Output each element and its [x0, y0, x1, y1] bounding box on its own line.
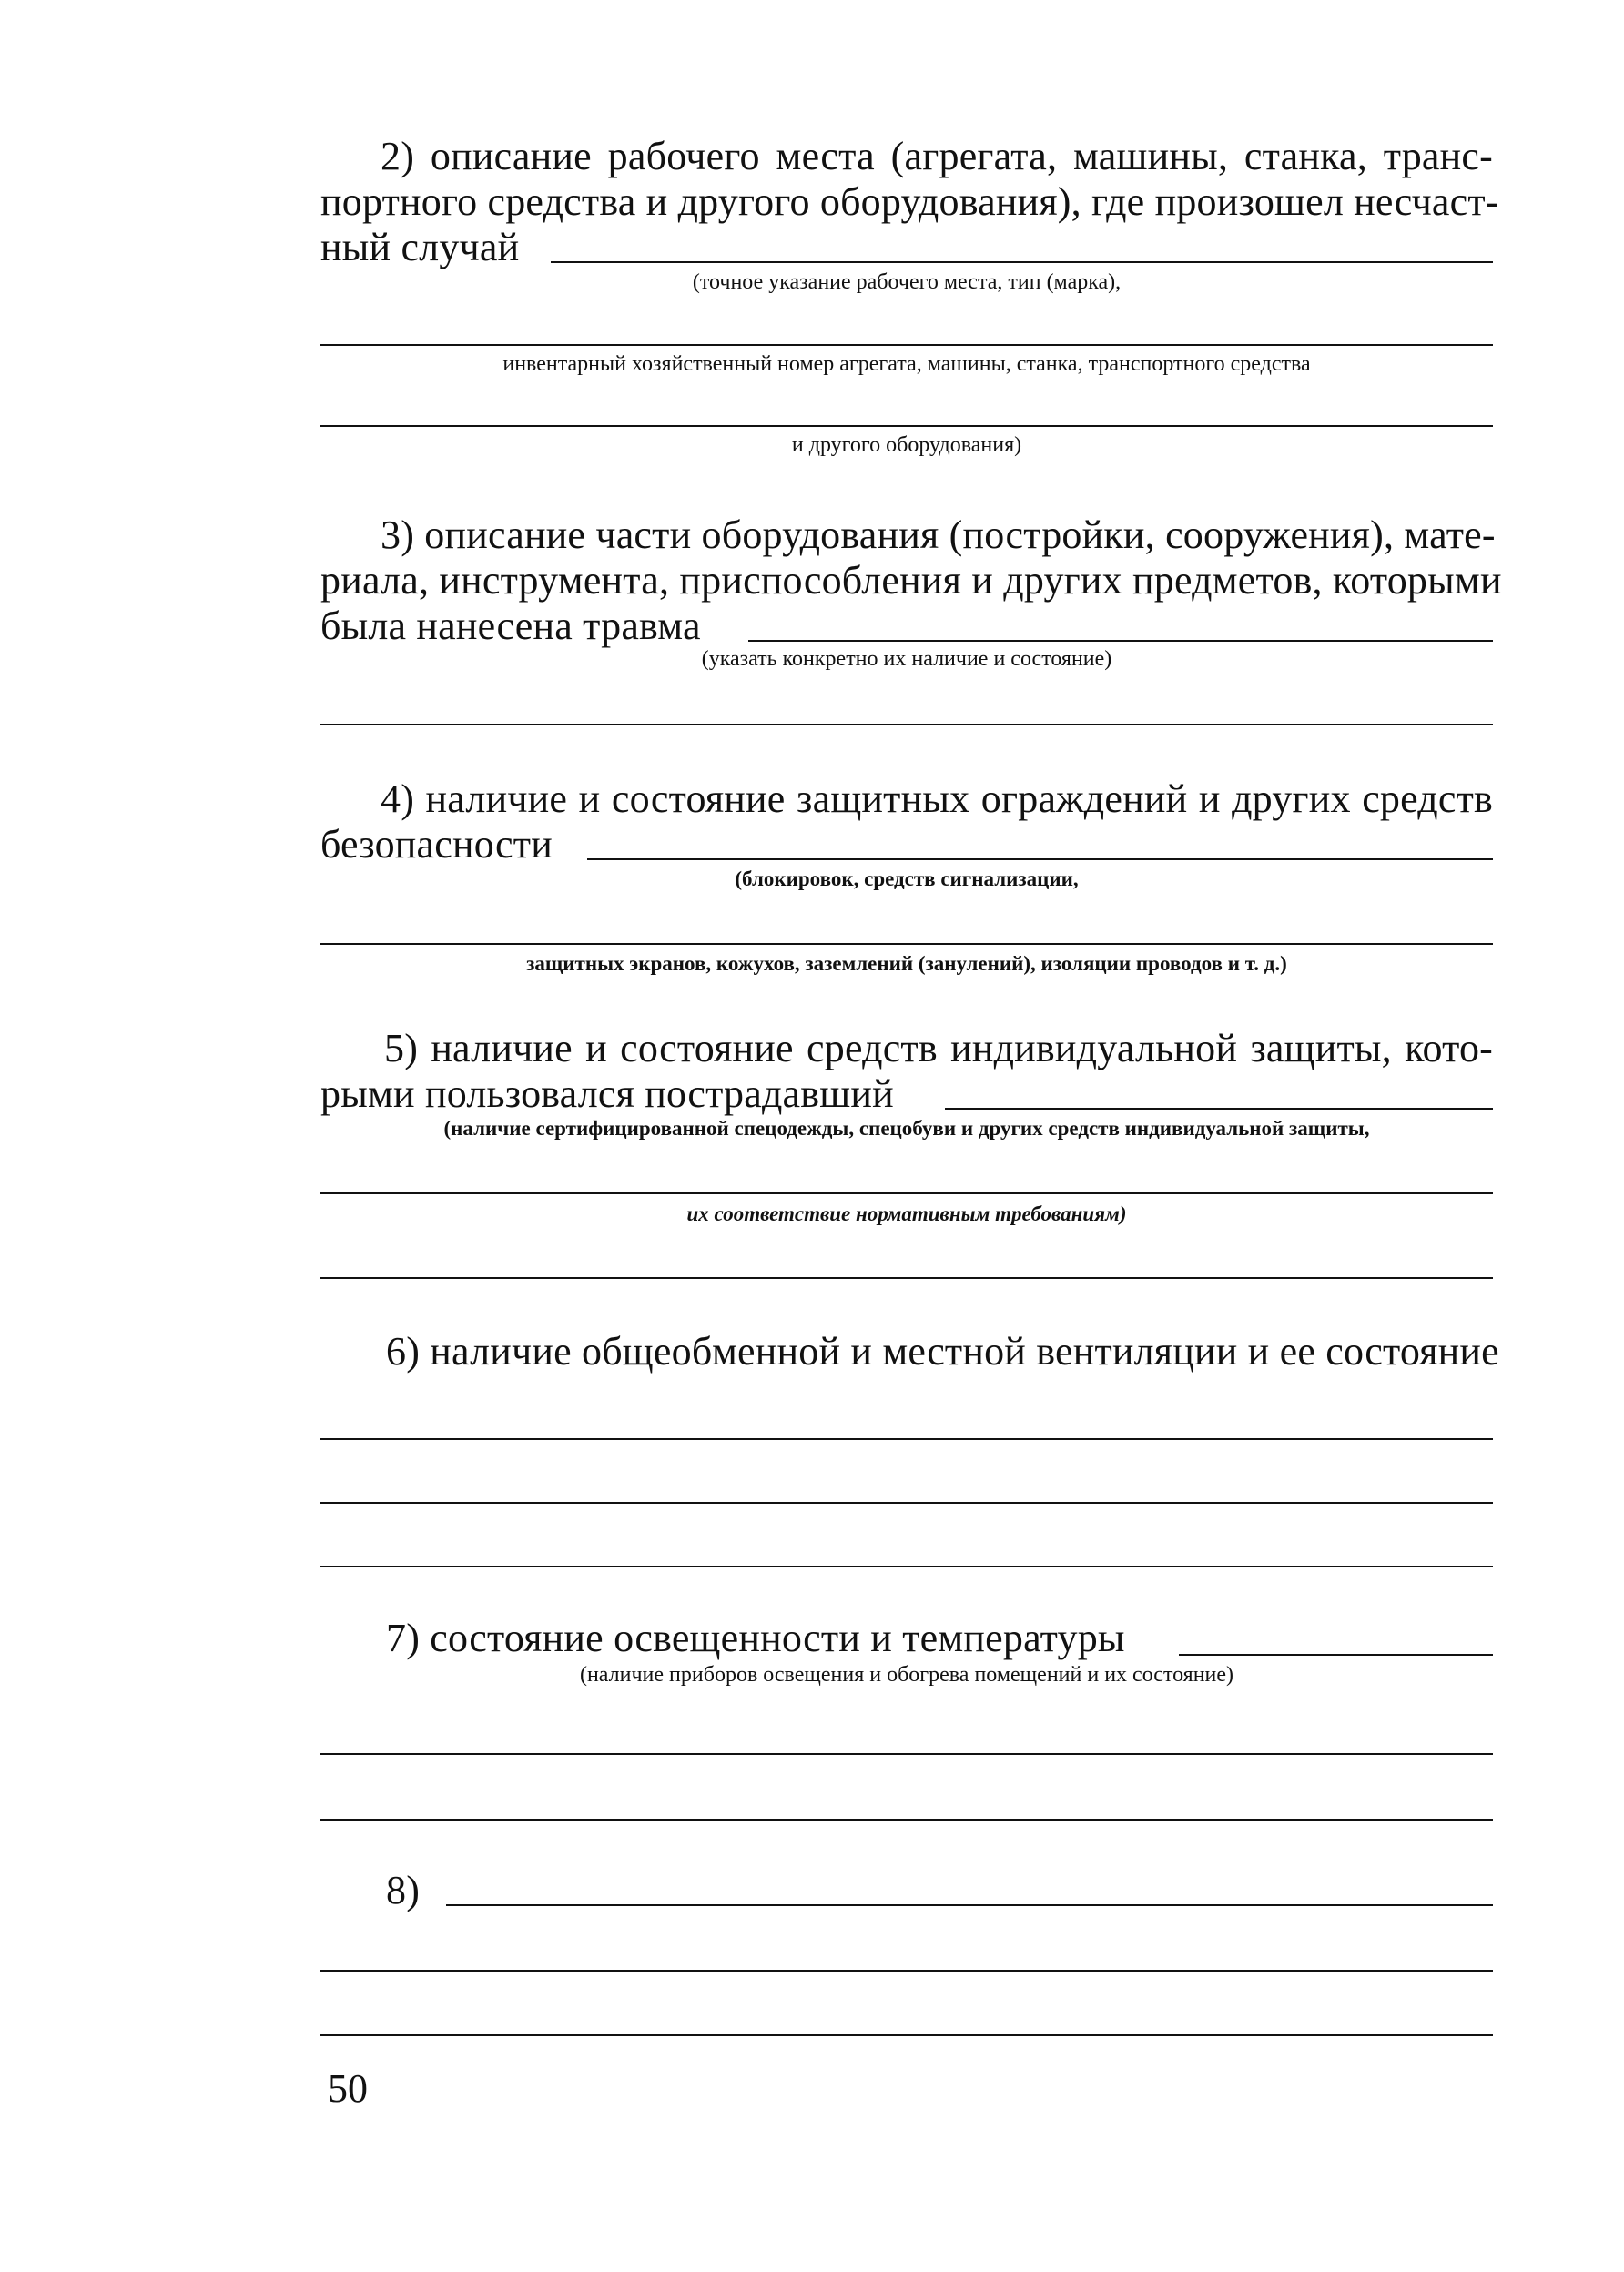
fill-line[interactable] — [320, 1502, 1493, 1504]
item-3-line-1: 3) описание части оборудования (постройки, сооружения), мате- — [381, 512, 1496, 557]
fill-line[interactable] — [748, 640, 1493, 642]
item-8-line-1: 8) — [386, 1868, 421, 1912]
fill-line[interactable] — [320, 943, 1493, 945]
fill-line[interactable] — [320, 1438, 1493, 1440]
caption: (указать конкретно их наличие и состояние) — [701, 647, 1112, 671]
caption: их соответствие нормативным требованиям) — [686, 1202, 1127, 1225]
fill-line[interactable] — [320, 2034, 1493, 2036]
fill-line[interactable] — [446, 1904, 1493, 1906]
caption: (блокировок, средств сигнализации, — [735, 867, 1079, 890]
caption: (наличие приборов освещения и обогрева помещений и их состояние) — [579, 1663, 1234, 1687]
item-5-line-2: рыми пользовался пострадавший — [320, 1071, 894, 1116]
fill-line[interactable] — [320, 1566, 1493, 1567]
item-2-line-3: ный случай — [320, 225, 520, 269]
fill-line[interactable] — [551, 261, 1493, 263]
item-2-line-1: 2) описание рабочего места (агрегата, машины, станка, транс- — [381, 134, 1493, 178]
fill-line[interactable] — [320, 344, 1493, 346]
fill-line[interactable] — [587, 858, 1493, 860]
caption: (точное указание рабочего места, тип (марка), — [692, 270, 1122, 294]
fill-line[interactable] — [320, 1753, 1493, 1755]
fill-line[interactable] — [320, 425, 1493, 427]
item-4-line-1: 4) наличие и состояние защитных ограждений и других средств — [381, 776, 1493, 821]
fill-line[interactable] — [945, 1108, 1493, 1110]
fill-line[interactable] — [320, 1819, 1493, 1821]
fill-line[interactable] — [320, 724, 1493, 725]
caption: (наличие сертифицированной спецодежды, спецобуви и других средств индивидуальной защиты, — [443, 1117, 1370, 1140]
fill-line[interactable] — [320, 1277, 1493, 1279]
fill-line[interactable] — [320, 1192, 1493, 1194]
item-6-line-1: 6) наличие общеобменной и местной вентиляции и ее состояние — [386, 1329, 1499, 1374]
item-3-line-3: была нанесена травма — [320, 604, 701, 648]
caption: защитных экранов, кожухов, заземлений (занулений), изоляции проводов и т. д.) — [526, 952, 1287, 975]
item-2-line-2: портного средства и другого оборудования), где произошел несчаст- — [320, 179, 1499, 224]
caption: и другого оборудования) — [791, 433, 1022, 457]
item-4-line-2: безопасности — [320, 822, 553, 867]
page-number: 50 — [328, 2066, 368, 2111]
fill-line[interactable] — [320, 1970, 1493, 1972]
item-3-line-2: риала, инструмента, приспособления и других предметов, которыми — [320, 558, 1502, 603]
item-7-line-1: 7) состояние освещенности и температуры — [386, 1616, 1125, 1660]
item-5-line-1: 5) наличие и состояние средств индивидуальной защиты, кото- — [384, 1026, 1493, 1070]
fill-line[interactable] — [1179, 1654, 1493, 1656]
caption: инвентарный хозяйственный номер агрегата, машины, станка, транспортного средства — [502, 352, 1311, 376]
